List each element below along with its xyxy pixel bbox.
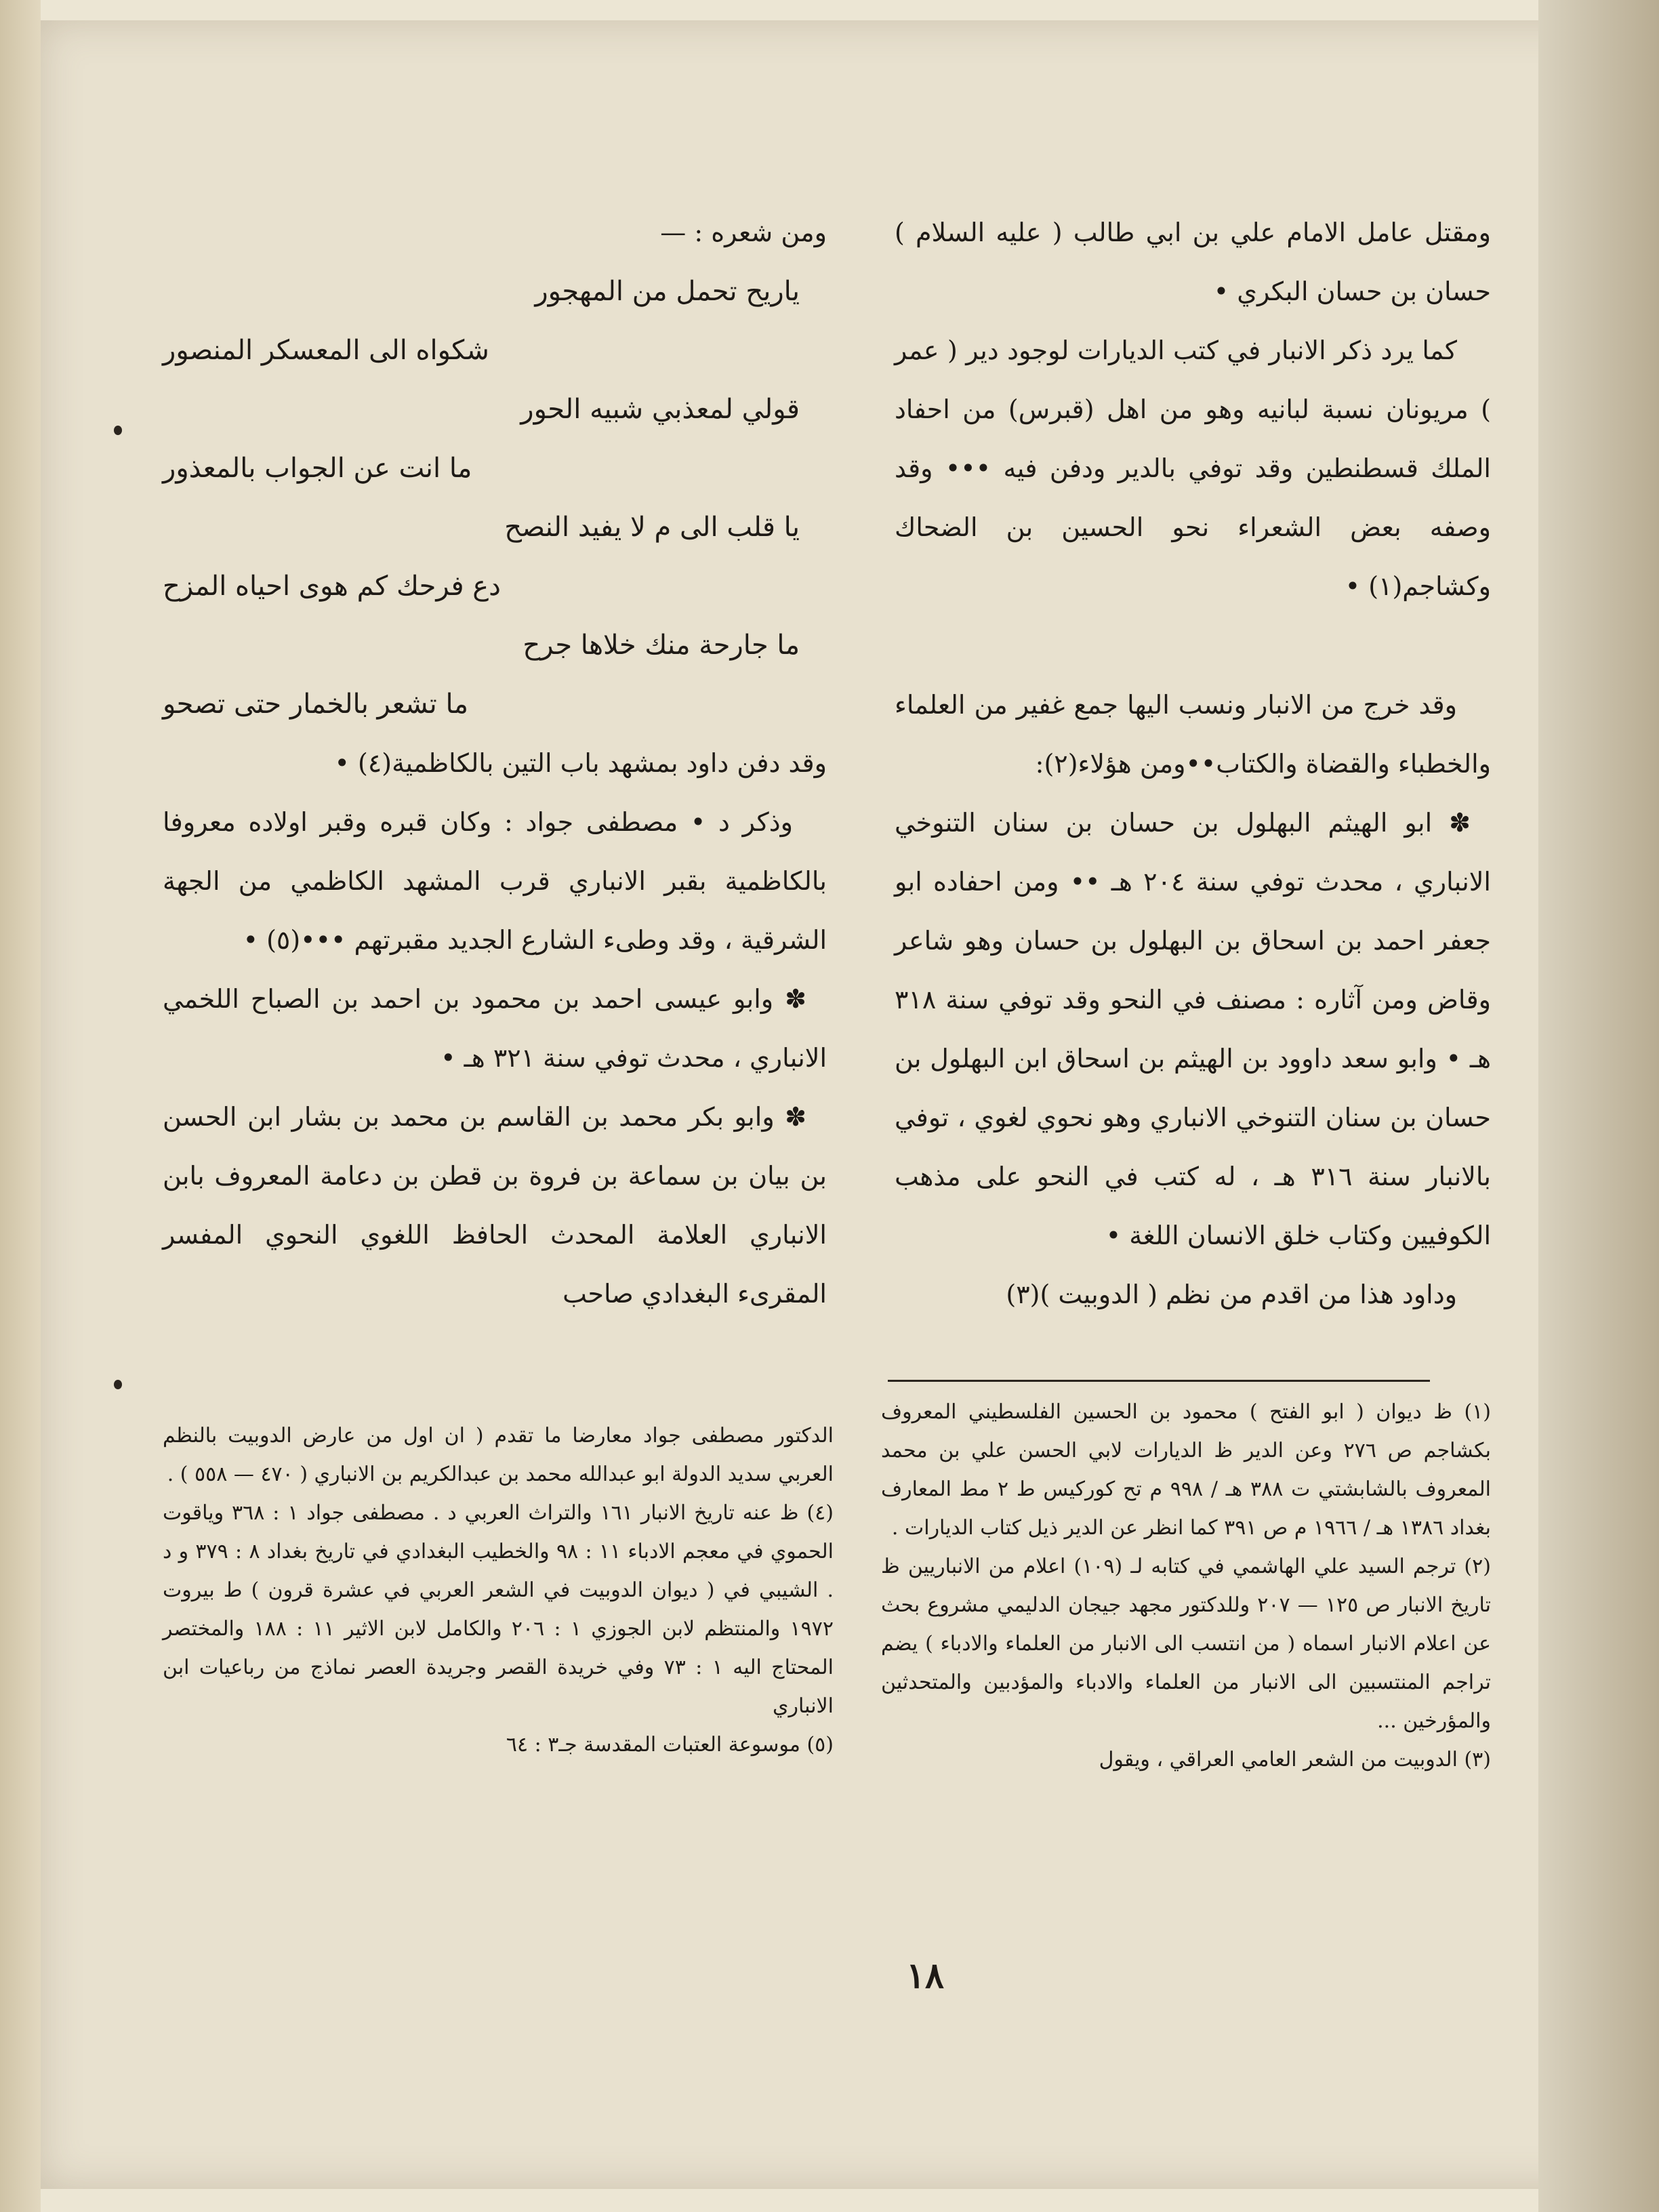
book-spine bbox=[0, 0, 41, 2212]
page-number: ١٨ bbox=[906, 1955, 944, 1996]
page-edge-shadow bbox=[1538, 0, 1659, 2212]
left-column bbox=[163, 203, 827, 1324]
paragraph: ✽ وابو عيسى احمد بن محمود بن احمد بن الصباح اللخمي الانباري ، محدث توفي سنة ٣٢١ هـ • bbox=[163, 984, 827, 1073]
paragraph: كما يرد ذكر الانبار في كتب الديارات لوجود دير ( عمر ) مريونان نسبة لبانيه وهو من اهل (قبرس) من احفاد الملك قسطنطين وقد توفي بالدير ودفن فيه ••• وقد وصفه بعض الشعراء نحو الحسين بن الضحاك وكشاجم(١) • bbox=[895, 335, 1491, 601]
paragraph: ✽ ابو الهيثم البهلول بن حسان بن سنان التنوخي الانباري ، محدث توفي سنة ٢٠٤ هـ •• ومن احفاده ابو جعفر احمد بن اسحاق بن البهلول بن حسان وهو شاعر وقاض ومن آثاره : مصنف في النحو وقد توفي سنة ٣١٨ هـ • وابو سعد داوود بن الهيثم بن اسحاق ابن البهلول بن حسان بن سنان التنوخي الانباري وهو نحوي لغوي ، توفي بالانبار سنة ٣١٦ هـ ، له كتب في النحو على مذهب الكوفيين وكتاب خلق الانسان اللغة • bbox=[895, 808, 1491, 1250]
verse-line: يا قلب الى م لا يفيد النصح bbox=[504, 512, 800, 543]
verse-line: ما جارحة منك خلاها جرح bbox=[523, 630, 800, 661]
paragraph: ومقتل عامل الامام علي بن ابي طالب ( عليه السلام ) حسان بن حسان البكري • bbox=[895, 218, 1491, 306]
paragraph: وذكر د • مصطفى جواد : وكان قبره وقبر اولاده معروفا بالكاظمية بقبر الانباري قرب المشهد الكاظمي من الجهة الشرقية ، وقد وطىء الشارع الجديد مقبرتهم •••(٥) • bbox=[163, 807, 827, 955]
paragraph: وقد دفن داود بمشهد باب التين بالكاظمية(٤) • bbox=[334, 748, 827, 778]
footnote: الدكتور مصطفى جواد معارضا ما تقدم ( ان اول من عارض الدوبيت بالنظم العربي سديد الدولة ابو عبدالله محمد بن عبدالكريم بن الانباري ( ٤٧٠ — ٥٥٨ ) . bbox=[163, 1424, 834, 1486]
footnote: (٢) ترجم السيد علي الهاشمي في كتابه لـ (١٠٩) اعلام من الانباريين ظ تاريخ الانبار ص ١٢٥ — ٢٠٧ وللدكتور مجهد جيجان الدليمي مشروع بحث عن اعلام الانبار اسماه ( من انتسب الى الانبار من العلماء والادباء ) يضم تراجم المنتسبين الى الانبار من العلماء والادباء والمؤدبين والمتحدثين والمؤرخين ... bbox=[881, 1555, 1492, 1733]
right-column bbox=[895, 203, 1491, 1324]
paragraph: وداود هذا من اقدم من نظم ( الدوبيت )(٣) bbox=[1006, 1279, 1457, 1309]
footnote-divider bbox=[888, 1380, 1430, 1382]
footnote: (٥) موسوعة العتبات المقدسة جـ٣ : ٦٤ bbox=[506, 1733, 834, 1757]
verse-line: ياريح تحمل من المهجور bbox=[535, 276, 800, 307]
footnotes-right bbox=[881, 1393, 1491, 1779]
verse-line: ما انت عن الجواب بالمعذور bbox=[163, 453, 472, 484]
paragraph: ✽ وابو بكر محمد بن القاسم بن محمد بن بشار ابن الحسن بن بيان بن سماعة بن فروة بن قطن بن دعامة المعروف بابن الانباري العلامة المحدث الحافظ اللغوي النحوي المفسر المقرىء البغدادي صاحب bbox=[163, 1102, 827, 1309]
verse-line: دع فرحك كم هوى احياه المزح bbox=[163, 571, 501, 602]
verse-line: شكواه الى المعسكر المنصور bbox=[163, 335, 489, 366]
footnote: (٤) ظ عنه تاريخ الانبار ١٦١ والتراث العربي د . مصطفى جواد ١ : ٣٦٨ وياقوت الحموي في معجم الادباء ١١ : ٩٨ والخطيب البغدادي في تاريخ بغداد ٨ : ٣٧٩ و د . الشيبي في ( ديوان الدوبيت في الشعر العربي في عشرة قرون ) ط بيروت ١٩٧٢ والمنتظم لابن الجوزي ١ : ٢٠٦ والكامل لابن الاثير ١١ : ١٨٨ والمختصر المحتاج اليه ١ : ٧٣ وفي خريدة القصر وجريدة العصر نماذج من رباعيات ابن الانباري bbox=[163, 1501, 834, 1718]
footnote: (٣) الدوبيت من الشعر العامي العراقي ، ويقول bbox=[1099, 1748, 1491, 1771]
verse-line: ما تشعر بالخمار حتى تصحو bbox=[163, 689, 469, 720]
page-mark bbox=[114, 426, 122, 435]
page-mark bbox=[114, 1380, 122, 1389]
footnotes-left bbox=[163, 1416, 834, 1764]
footnote: (١) ظ ديوان ( ابو الفتح ) محمود بن الحسين الفلسطيني المعروف بكشاجم ص ٢٧٦ وعن الدير ظ الديارات لابي الحسن علي بن محمد المعروف بالشابشتي ت ٣٨٨ هـ / ٩٩٨ م تح كوركيس ط ٢ مط المعارف بغداد ١٣٨٦ هـ / ١٩٦٦ م ص ٣٩١ كما انظر عن الدير ذيل كتاب الديارات . bbox=[881, 1400, 1491, 1540]
paragraph: وقد خرج من الانبار ونسب اليها جمع غفير من العلماء والخطباء والقضاة والكتاب••ومن هؤلاء(٢): bbox=[895, 690, 1491, 779]
poem-intro: ومن شعره : — bbox=[660, 218, 827, 247]
verse-line: قولي لمعذبي شبيه الحور bbox=[520, 394, 800, 425]
